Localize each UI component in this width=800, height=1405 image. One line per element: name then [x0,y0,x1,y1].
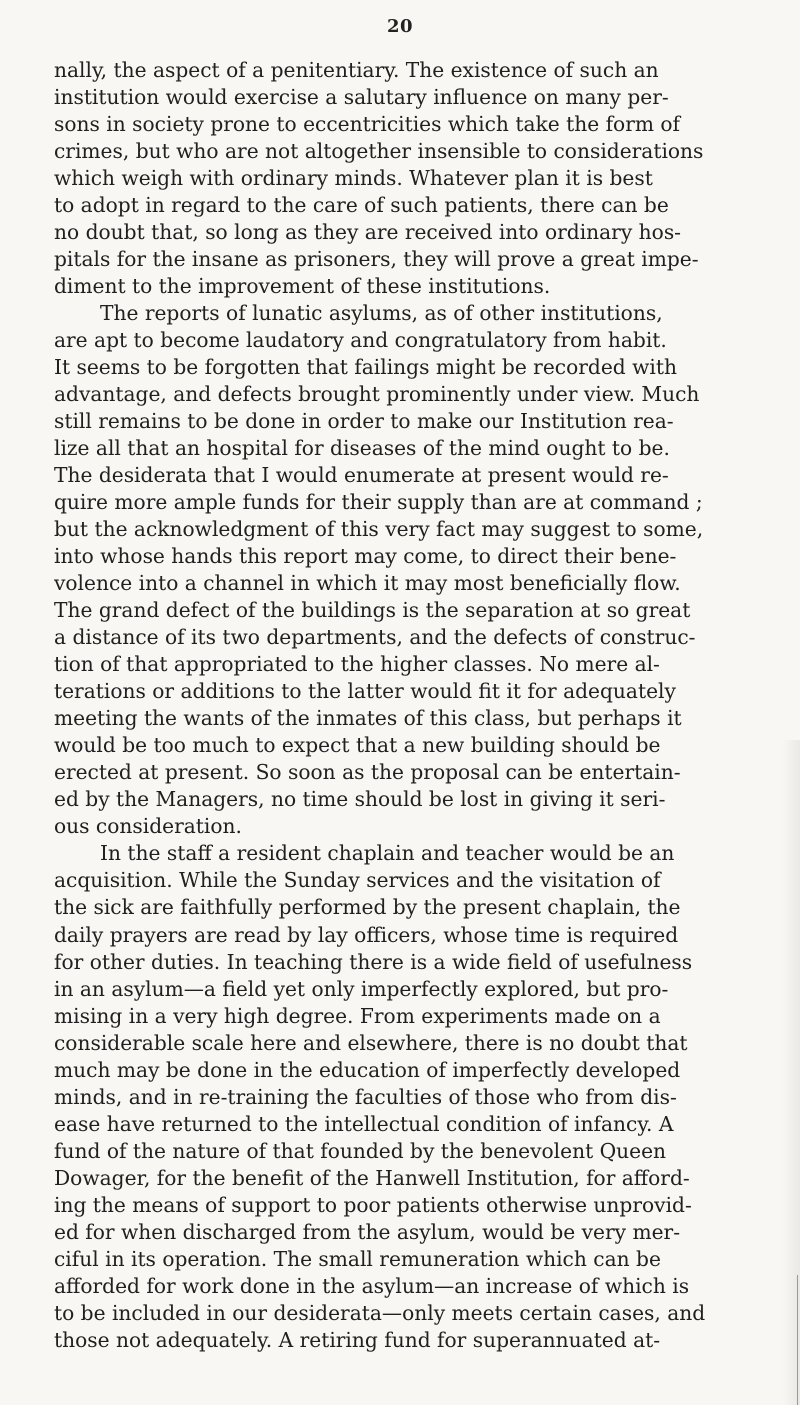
paragraph-start-line: In the staff a resident chaplain and teacher would be an [100,841,675,866]
text-line: ed by the Managers, no time should be lost in giving it seri- [54,787,666,812]
text-line: ease have returned to the intellectual condition of infancy. A [54,1111,674,1136]
text-line: erected at present. So soon as the proposal can be entertain- [54,760,681,785]
text-line: The desiderata that I would enumerate at present would re- [54,463,669,488]
text-line: The grand defect of the buildings is the separation at so great [54,598,691,623]
text-line: no doubt that, so long as they are received into ordinary hos- [54,220,681,245]
text-line: sons in society prone to eccentricities which take the form of [54,112,681,137]
text-line: daily prayers are read by lay officers, whose time is required [54,922,679,947]
text-line: lize all that an hospital for diseases of the mind ought to be. [54,436,670,461]
text-line: meeting the wants of the inmates of this class, but perhaps it [54,706,682,731]
text-line: but the acknowledgment of this very fact may suggest to some, [54,517,704,542]
text-line: diment to the improvement of these institutions. [54,274,551,299]
text-line: nally, the aspect of a penitentiary. The existence of such an [54,58,659,82]
text-line: afforded for work done in the asylum—an increase of which is [54,1273,690,1298]
text-line: ciful in its operation. The small remuneration which can be [54,1246,661,1271]
text-line: are apt to become laudatory and congratulatory from habit. [54,328,667,353]
text-line: a distance of its two departments, and the defects of construc- [54,625,696,650]
text-line: It seems to be forgotten that failings might be recorded with [54,355,677,380]
text-line: minds, and in re-training the faculties of those who from dis- [54,1084,677,1109]
text-line: which weigh with ordinary minds. Whatever plan it is best [54,166,653,191]
text-line: Dowager, for the benefit of the Hanwell Institution, for afford- [54,1165,690,1190]
body-text [54,57,794,1354]
text-line: terations or additions to the latter would fit it for adequately [54,679,676,704]
text-line: much may be done in the education of imperfectly developed [54,1057,681,1082]
text-line: considerable scale here and elsewhere, there is no doubt that [54,1030,688,1055]
text-line: still remains to be done in order to make our Institution rea- [54,409,674,434]
text-line: to be included in our desiderata—only meets certain cases, and [54,1300,706,1325]
text-line: would be too much to expect that a new building should be [54,733,661,758]
text-line: fund of the nature of that founded by the benevolent Queen [54,1138,667,1163]
text-line: to adopt in regard to the care of such patients, there can be [54,193,669,218]
text-line: the sick are faithfully performed by the present chaplain, the [54,895,681,920]
paragraph-start-line: The reports of lunatic asylums, as of other institutions, [100,301,663,326]
text-line: ous consideration. [54,814,242,839]
text-line: crimes, but who are not altogether insensible to considerations [54,139,704,164]
text-line: ing the means of support to poor patients otherwise unprovid- [54,1192,692,1217]
text-line: pitals for the insane as prisoners, they will prove a great impe- [54,247,699,272]
text-line: quire more ample funds for their supply than are at command ; [54,490,703,515]
text-line: into whose hands this report may come, to direct their bene- [54,544,677,569]
text-line: those not adequately. A retiring fund for superannuated at- [54,1327,661,1352]
text-line: institution would exercise a salutary influence on many per- [54,85,669,110]
text-line: ed for when discharged from the asylum, would be very mer- [54,1219,681,1244]
text-line: mising in a very high degree. From experiments made on a [54,1003,661,1028]
page-number: 20 [386,16,414,37]
text-line: for other duties. In teaching there is a wide field of usefulness [54,949,693,974]
text-line: in an asylum—a field yet only imperfectly explored, but pro- [54,976,669,1001]
text-line: volence into a channel in which it may most beneficially flow. [54,571,681,596]
text-line: tion of that appropriated to the higher classes. No mere al- [54,652,660,677]
text-line: acquisition. While the Sunday services and the visitation of [54,868,661,893]
text-line: advantage, and defects brought prominently under view. Much [54,382,700,407]
page-edge-rule [797,1275,798,1405]
